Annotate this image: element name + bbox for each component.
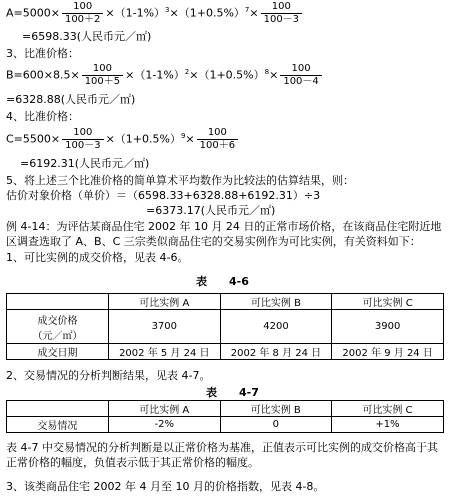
frac-den: 100－4 <box>283 76 319 87</box>
table-cell: 4200 <box>220 310 332 344</box>
table-cell: 2002 年 8 月 24 日 <box>220 344 332 360</box>
point-3-text: 3、该类商品住宅 2002 年 4 月至 10 月的价格指数，见表 4-8。 <box>6 480 325 493</box>
calc-c-exp-1: 9 <box>180 131 186 140</box>
calc-a-exp-2: 7 <box>244 5 250 14</box>
calc-c-result: =6192.31(人民币元／㎡) <box>20 157 150 170</box>
table-header-cell: 可比实例 A <box>108 294 220 310</box>
table-4-7-title: 表 4-7 <box>206 386 259 399</box>
frac-den: 100－3 <box>65 140 101 151</box>
table-header-cell: 可比实例 B <box>220 294 332 310</box>
calc-a-formula <box>6 1 304 26</box>
table-cell: 3700 <box>108 310 220 344</box>
table-cell: 0 <box>220 417 331 433</box>
frac-den: 100＋2 <box>64 14 101 25</box>
point-1-text: 1、可比实例的成交价格，见表 4-6。 <box>6 251 189 264</box>
label-line-2: （元／㎡） <box>32 330 83 342</box>
table-cell: 2002 年 5 月 24 日 <box>108 344 220 360</box>
item-5-text: 5、将上述三个比准价格的简单算术平均数作为比较法的估算结果，则： <box>6 174 354 187</box>
calc-a-prefix: A=5000× <box>6 6 60 20</box>
frac-den: 100＋5 <box>84 76 121 87</box>
frac-den: 100－3 <box>263 14 300 25</box>
calc-a-result: =6598.33(人民币元／㎡) <box>22 30 152 43</box>
calc-b-fraction-1 <box>82 63 123 88</box>
calc-a-times: × <box>249 6 259 20</box>
row-label-transaction: 交易情况 <box>7 417 109 433</box>
table-header-cell: 可比实例 A <box>108 401 220 417</box>
table-header-cell <box>7 401 109 417</box>
table-header-row <box>7 294 444 310</box>
calc-a-exp-1: 3 <box>165 5 170 14</box>
calc-c-fraction-1 <box>62 127 103 152</box>
table-4-6 <box>6 293 444 360</box>
calc-b-fraction-2 <box>280 63 321 88</box>
frac-num: 100 <box>82 63 123 76</box>
table-header-cell <box>7 294 109 310</box>
calc-a-term-2: ×（1+0.5%） <box>169 6 245 20</box>
table-4-7 <box>6 400 444 433</box>
frac-den: 100＋6 <box>199 140 236 151</box>
table-4-6-title: 表 4-6 <box>196 275 249 288</box>
calc-b-prefix: B=600×8.5× <box>6 68 80 82</box>
calc-c-prefix: C=5500× <box>6 132 61 146</box>
point-2-text: 2、交易情况的分析判断结果，见表 4-7。 <box>6 369 211 382</box>
frac-num: 100 <box>197 127 238 140</box>
calc-c-fraction-2 <box>197 127 238 152</box>
calc-b-times: × <box>269 68 279 82</box>
calc-b-formula <box>6 63 324 88</box>
frac-num: 100 <box>62 1 103 14</box>
table-row <box>7 344 444 360</box>
example-paragraph: 例 4-14：为评估某商品住宅 2002 年 10 月 24 日的正常市场价格，在该商品住宅附近地区调查选取了 A、B、C 三宗类似商品住宅的交易实例作为可比实例，有关资料如下： <box>6 220 442 248</box>
note-paragraph: 表 4-7 中交易情况的分析判断是以正常价格为基准，正值表示可比实例的成交价格高于其正常价格的幅度，负值表示低于其正常价格的幅度。 <box>6 441 438 469</box>
estimate-formula: 估价对象价格（单价）＝（6598.33+6328.88+6192.31）÷3 <box>6 189 321 202</box>
table-row <box>7 310 444 344</box>
calc-b-term-1: ×（1-1%） <box>125 68 185 82</box>
calc-c-term-1: ×（1+0.5%） <box>105 132 181 146</box>
calc-c-formula <box>6 127 240 152</box>
table-cell: 2002 年 9 月 24 日 <box>332 344 444 360</box>
calc-b-exp-2: 8 <box>264 67 270 76</box>
table-header-cell: 可比实例 C <box>331 401 443 417</box>
frac-num: 100 <box>62 127 103 140</box>
calc-c-times: × <box>185 132 195 146</box>
frac-num: 100 <box>280 63 321 76</box>
calc-b-term-2: ×（1+0.5%） <box>189 68 265 82</box>
table-cell: -2% <box>108 417 220 433</box>
table-row <box>7 417 444 433</box>
item-4-heading: 4、比准价格： <box>6 110 79 123</box>
table-header-cell: 可比实例 B <box>220 401 331 417</box>
table-header-row <box>7 401 444 417</box>
calc-b-result: =6328.88(人民币元／㎡) <box>6 93 136 106</box>
calc-b-exp-1: 2 <box>184 67 190 76</box>
calc-a-term-1: ×（1-1%） <box>105 6 166 20</box>
row-label-date: 成交日期 <box>7 344 109 360</box>
row-label-price <box>7 310 109 344</box>
calc-a-fraction-2 <box>261 1 302 26</box>
table-cell: +1% <box>331 417 443 433</box>
frac-num: 100 <box>261 1 302 14</box>
label-line-1: 成交价格 <box>37 315 78 327</box>
calc-a-fraction-1 <box>62 1 103 26</box>
item-3-heading: 3、比准价格： <box>6 47 79 60</box>
table-cell: 3900 <box>332 310 444 344</box>
estimate-result: =6373.17(人民币元／㎡) <box>146 204 276 217</box>
table-header-cell: 可比实例 C <box>332 294 444 310</box>
